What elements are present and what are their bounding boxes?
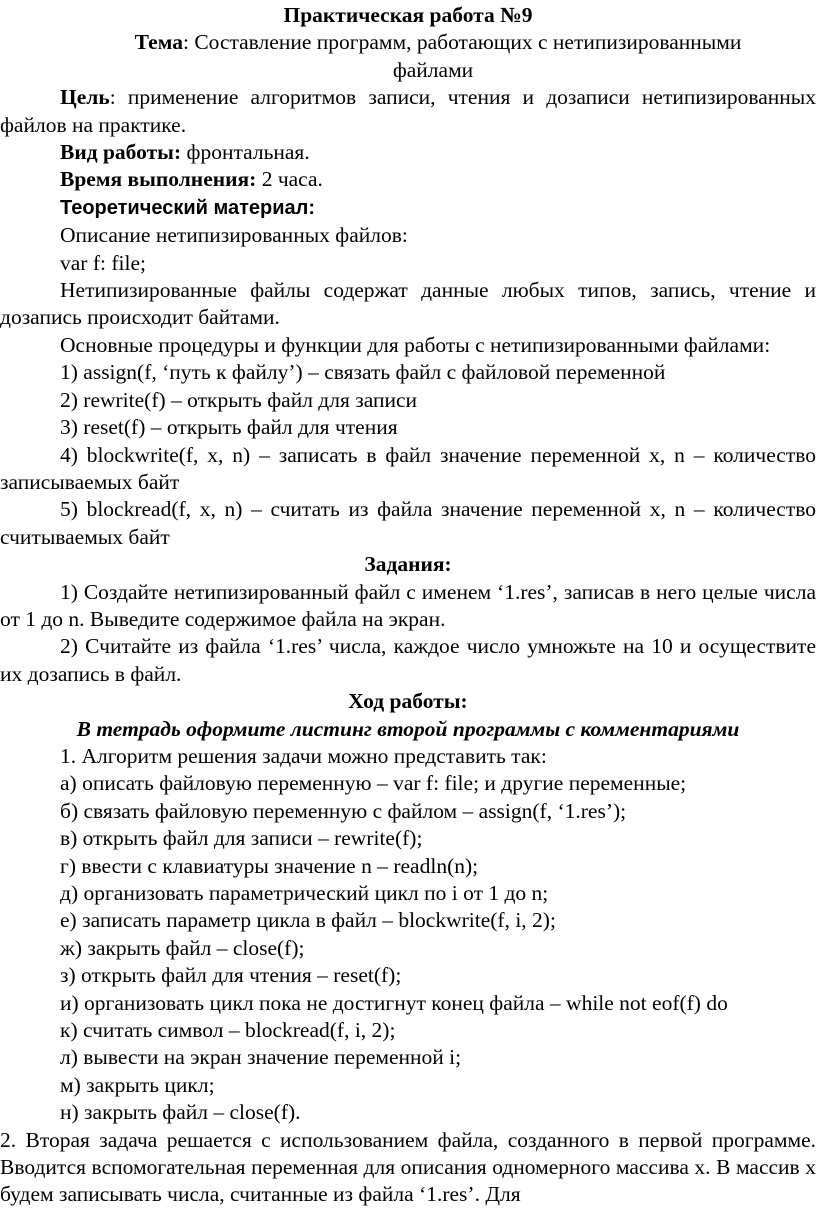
algorithm-intro: 1. Алгоритм решения задачи можно представить так:	[60, 743, 547, 768]
topic-label: Тема	[134, 30, 183, 55]
theory-item: 2) rewrite(f) – открыть файл для записи	[60, 387, 418, 412]
algorithm-step: з) открыть файл для чтения – reset(f);	[60, 963, 402, 988]
algorithm-step: и) организовать цикл пока не достигнут конец файла – while not eof(f) do	[60, 990, 728, 1015]
task-item: 2) Считайте из файла ‘1.res’ числа, каждое число умножьте на 10 и осуществите их дозапись в файл.	[0, 634, 816, 686]
progress-subheading: В тетрадь оформите листинг второй программы с комментариями	[76, 716, 740, 741]
algorithm-step: м) закрыть цикл;	[60, 1072, 215, 1097]
theory-item: 3) reset(f) – открыть файл для чтения	[60, 415, 398, 440]
theory-item: 4) blockwrite(f, x, n) – записать в файл значение переменной x, n – количество записываемых байт	[0, 442, 816, 494]
algorithm-step: к) считать символ – blockread(f, i, 2);	[60, 1018, 396, 1043]
topic-text: : Составление программ, работающих с нетипизированными	[182, 30, 742, 55]
tasks-heading: Задания:	[364, 552, 452, 577]
time-line	[0, 166, 816, 193]
algorithm-step: д) организовать параметрический цикл по i от 1 до n;	[60, 881, 549, 905]
theory-paragraph-2: Основные процедуры и функции для работы с нетипизированными файлами:	[60, 332, 771, 357]
page-title: Практическая работа №9	[283, 3, 533, 27]
final-paragraph: 2. Вторая задача решается с использованием файла, созданного в первой программе. Вводится вспомогательная переменная для описания одномерного массива x. В массив x будем записывать числа, считанные из файла ‘1.res’. Для	[0, 1127, 816, 1207]
algorithm-step: л) вывести на экран значение переменной i;	[60, 1045, 462, 1070]
topic-line-2: файлами	[392, 57, 474, 82]
progress-heading: Ход работы:	[348, 689, 468, 714]
algorithm-step: а) описать файловую переменную – var f: file; и другие переменные;	[60, 771, 687, 796]
theory-description: Описание нетипизированных файлов:	[60, 223, 408, 248]
algorithm-step: н) закрыть файл – close(f).	[60, 1100, 301, 1125]
theory-heading: Теоретический материал:	[60, 196, 316, 219]
goal-text: : применение алгоритмов записи, чтения и дозаписи нетипизированных файлов на практике.	[0, 85, 816, 137]
theory-item: 1) assign(f, ‘путь к файлу’) – связать файл с файловой переменной	[60, 360, 666, 385]
algorithm-step: г) ввести с клавиатуры значение n – readln(n);	[60, 853, 479, 878]
algorithm-step: в) открыть файл для записи – rewrite(f);	[60, 826, 423, 851]
algorithm-step: ж) закрыть файл – close(f);	[60, 935, 305, 960]
theory-item: 5) blockread(f, x, n) – считать из файла значение переменной x, n – количество считываемых байт	[0, 497, 816, 549]
theory-paragraph-1: Нетипизированные файлы содержат данные любых типов, запись, чтение и дозапись происходит байтами.	[0, 278, 816, 330]
task-item: 1) Создайте нетипизированный файл с именем ‘1.res’, записав в него целые числа от 1 до n. Выведите содержимое файла на экран.	[0, 579, 816, 631]
goal-label: Цель	[60, 85, 110, 110]
topic-line	[0, 29, 816, 56]
theory-code: var f: file;	[60, 250, 146, 275]
kind-line	[0, 139, 816, 166]
algorithm-step: б) связать файловую переменную с файлом – assign(f, ‘1.res’);	[60, 798, 627, 823]
time-label: Время выполнения:	[60, 167, 257, 192]
algorithm-step: е) записать параметр цикла в файл – blockwrite(f, i, 2);	[60, 908, 556, 933]
goal-paragraph	[0, 84, 816, 139]
kind-label: Вид работы:	[60, 140, 182, 165]
kind-text: фронтальная.	[181, 140, 310, 165]
time-text: 2 часа.	[256, 167, 323, 192]
